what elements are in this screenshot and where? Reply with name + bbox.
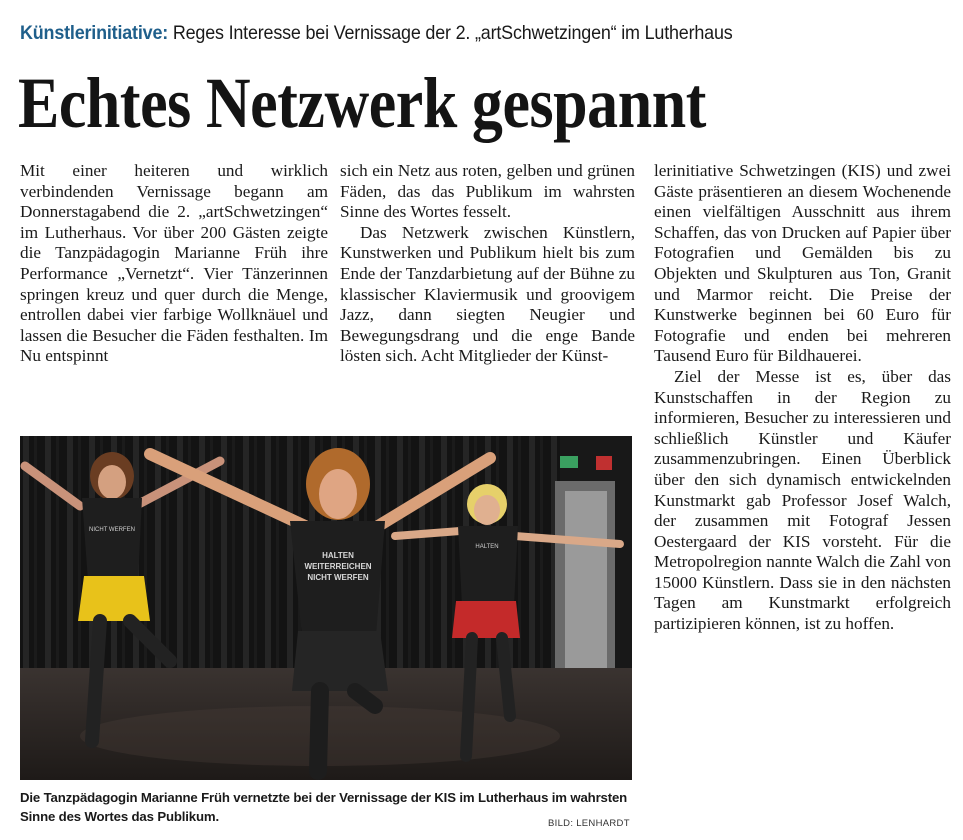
- shirt-text-right: HALTEN: [475, 544, 499, 550]
- shirt-text-line-2: WEITERREICHEN: [304, 562, 372, 571]
- photo-credit: BILD: LENHARDT: [548, 818, 630, 829]
- headline: Echtes Netzwerk gespannt: [18, 63, 706, 143]
- kicker: [20, 22, 876, 45]
- exit-sign: [560, 456, 578, 468]
- kicker-label: Künstlerinitiative:: [20, 22, 169, 44]
- article-paragraph: lerinitiative Schwetzingen (KIS) und zwei Gäste präsentieren an diesem Wochenende einen vielfältigen Ausschnitt aus ihrem Schaffen, das von Drucken auf Papier über Fotografien und Gemälden bis zu Objekten und Skulpturen aus Ton, Granit und Marmor reicht. Die Preise der Kunstwerke beginnen bei 60 Euro für Fotografie und enden bei mehreren Tausend Euro für Bildhauerei.: [654, 161, 951, 366]
- shirt-text-line-1: HALTEN: [322, 551, 354, 560]
- article-paragraph: Das Netzwerk zwischen Künstlern, Kunstwerken und Publikum hielt bis zum Ende der Tanzdarbietung auf der Bühne zu klassischer Klaviermusik und groovigem Jazz, dann siegten Neugier und Bewegungsdrang und die enge Bande lösten sich. Acht Mitglieder der Künst-: [340, 222, 635, 366]
- dance-performance-photo: [20, 436, 632, 780]
- article-column-2: [340, 161, 635, 416]
- article-column-1: [20, 161, 328, 416]
- article-paragraph: Ziel der Messe ist es, über das Kunstschaffen in der Region zu informieren, Besucher zu interessieren und schließlich Künstler und Käufer zusammenzubringen. Einen Überblick über den sich dynamisch entwickelnden Kunstmarkt gab Professor Josef Walch, der zusammen mit Fotograf Jessen Oestergaard der KIS vorsteht. Für die Metropolregion nannte Walch die Zahl von 15000 Künstlern. Dass sie in den nächsten Tagen am Kunstmarkt erfolgreich partizipieren können, ist zu hoffen.: [654, 366, 951, 634]
- shirt-text-left: NICHT WERFEN: [89, 527, 135, 533]
- photo-caption: Die Tanzpädagogin Marianne Früh vernetzte bei der Vernissage der KIS im Lutherhaus im wahrsten Sinne des Wortes das Publikum.: [20, 790, 628, 824]
- article-paragraph: sich ein Netz aus roten, gelben und grünen Fäden, das das Publikum im wahrsten Sinne des Wortes fesselt.: [340, 161, 635, 222]
- article-column-3: [654, 161, 951, 635]
- shirt-text-line-3: NICHT WERFEN: [307, 573, 369, 582]
- kicker-text: Reges Interesse bei Vernissage der 2. „artSchwetzingen“ im Lutherhaus: [168, 22, 733, 44]
- article-paragraph: Mit einer heiteren und wirklich verbindenden Vernissage begann am Donnerstagabend die 2. „artSchwetzingen“ im Lutherhaus. Vor über 200 Gästen zeigte die Tanzpädagogin Marianne Früh ihre Performance „Vernetzt“. Vier Tänzerinnen springen kreuz und quer durch die Menge, entrollen dabei vier farbige Wollknäuel und lassen die Besucher die Fäden festhalten. Im Nu entspinnt: [20, 161, 328, 366]
